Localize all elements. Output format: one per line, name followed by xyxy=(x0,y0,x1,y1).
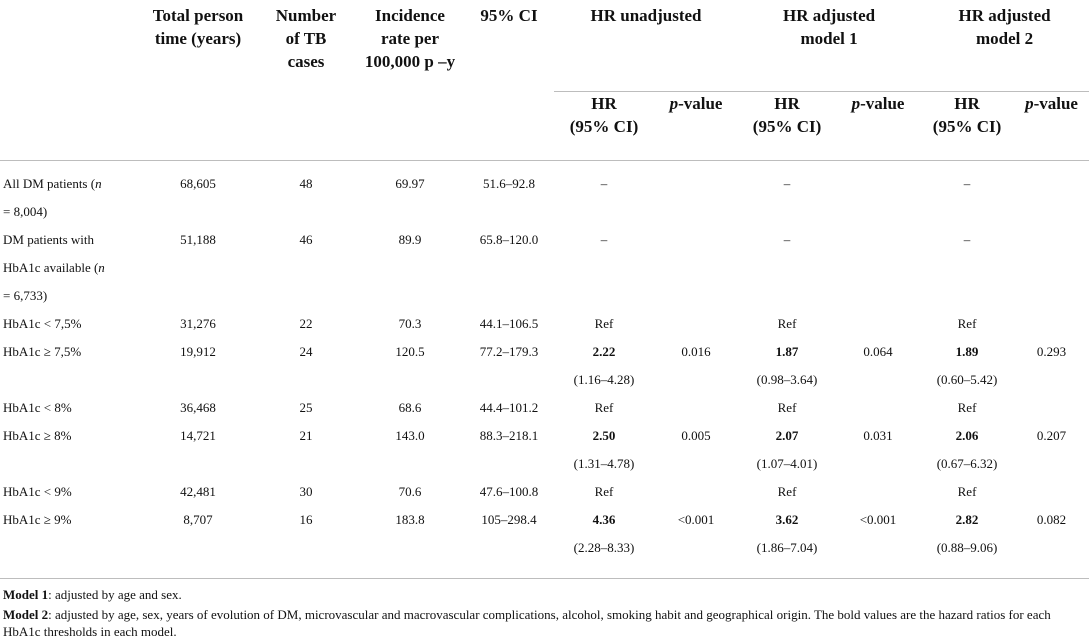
subheader-blank xyxy=(356,92,464,161)
cell-p-model2: 0.082 xyxy=(1036,512,1067,527)
table-row xyxy=(0,161,1089,227)
cell-ci: 44.1–106.5 xyxy=(479,316,539,331)
cell-hr-unadj: 2.22 (1.16–4.28) xyxy=(573,344,635,387)
cell-cases: 48 xyxy=(299,176,313,191)
subheader-p-model2: p-value xyxy=(1025,94,1078,113)
cell-incidence: 69.97 xyxy=(395,176,425,191)
cell-person-time: 14,721 xyxy=(180,428,216,443)
header-hr-adjusted-model1: HR adjusted model 1 xyxy=(738,0,920,92)
cell-hr-unadj: 2.50 (1.31–4.78) xyxy=(573,428,635,471)
cell-incidence: 183.8 xyxy=(395,512,425,527)
cell-person-time: 19,912 xyxy=(180,344,216,359)
cell-hr-model1: Ref xyxy=(777,316,797,331)
cell-incidence: 120.5 xyxy=(395,344,425,359)
cell-cases: 16 xyxy=(299,512,313,527)
cell-p-unadj: <0.001 xyxy=(677,512,715,527)
header-95ci: 95% CI xyxy=(480,6,538,25)
cell-p-model1 xyxy=(836,394,920,422)
cell-cases: 21 xyxy=(299,428,313,443)
cell-hr-model1: – xyxy=(783,232,791,247)
cell-person-time: 31,276 xyxy=(180,316,216,331)
cell-hr-unadj: – xyxy=(600,176,608,191)
table-row xyxy=(0,338,1089,394)
cell-hr-model1: 1.87 (0.98–3.64) xyxy=(756,344,818,387)
cell-p-model2 xyxy=(1014,226,1089,310)
table-row xyxy=(0,310,1089,338)
cell-hr-model2: 2.82 (0.88–9.06) xyxy=(936,512,998,555)
cell-p-model1: 0.031 xyxy=(863,428,893,443)
cell-hr-model1: 2.07 (1.07–4.01) xyxy=(756,428,818,471)
cell-ci: 88.3–218.1 xyxy=(479,428,539,443)
cell-p-model1 xyxy=(836,226,920,310)
cell-hr-model2: – xyxy=(963,176,971,191)
row-label: HbA1c ≥ 7,5% xyxy=(3,344,82,359)
row-label: HbA1c < 8% xyxy=(3,400,72,415)
cell-p-unadj xyxy=(654,394,738,422)
table-row xyxy=(0,394,1089,422)
cell-hr-unadj: Ref xyxy=(594,400,614,415)
cell-person-time: 8,707 xyxy=(183,512,213,527)
cell-p-unadj xyxy=(654,310,738,338)
footer-divider xyxy=(0,578,1089,579)
header-blank xyxy=(0,0,140,92)
cell-ci: 77.2–179.3 xyxy=(479,344,539,359)
cell-p-model1 xyxy=(836,161,920,227)
table-footnotes xyxy=(3,586,1083,643)
table-row xyxy=(0,422,1089,478)
cell-cases: 25 xyxy=(299,400,313,415)
subheader-blank xyxy=(140,92,256,161)
cell-hr-model2: 2.06 (0.67–6.32) xyxy=(936,428,998,471)
row-label: All DM patients (n = 8,004) xyxy=(3,176,102,219)
row-label: HbA1c < 7,5% xyxy=(3,316,82,331)
cell-hr-model2: – xyxy=(963,232,971,247)
cell-person-time: 36,468 xyxy=(180,400,216,415)
header-total-person-time: Total person time (years) xyxy=(152,6,244,48)
cell-hr-model1: 3.62 (1.86–7.04) xyxy=(756,512,818,555)
header-hr-adjusted-model2: HR adjusted model 2 xyxy=(920,0,1089,92)
cell-hr-model2: Ref xyxy=(957,316,977,331)
cell-hr-model1: – xyxy=(783,176,791,191)
cell-incidence: 70.6 xyxy=(398,484,422,499)
cell-cases: 46 xyxy=(299,232,313,247)
cell-p-model2 xyxy=(1014,394,1089,422)
cell-p-model1 xyxy=(836,478,920,506)
cell-hr-unadj: Ref xyxy=(594,316,614,331)
subheader-p-unadj: p-value xyxy=(669,94,723,113)
cell-p-unadj xyxy=(654,226,738,310)
cell-hr-model2: Ref xyxy=(957,400,977,415)
cell-hr-model2: Ref xyxy=(957,484,977,499)
cell-hr-model1: Ref xyxy=(777,400,797,415)
row-label: HbA1c ≥ 9% xyxy=(3,512,72,527)
cell-ci: 51.6–92.8 xyxy=(483,176,535,191)
cell-p-unadj: 0.005 xyxy=(681,428,711,443)
cell-ci: 47.6–100.8 xyxy=(479,484,539,499)
cell-cases: 22 xyxy=(299,316,313,331)
subheader-blank xyxy=(0,92,140,161)
table-row xyxy=(0,506,1089,566)
cell-hr-unadj: Ref xyxy=(594,484,614,499)
cell-p-model2 xyxy=(1014,478,1089,506)
row-label: DM patients with HbA1c available (n = 6,733) xyxy=(3,232,105,303)
subheader-blank xyxy=(464,92,554,161)
subheader-blank xyxy=(256,92,356,161)
cell-p-model2: 0.207 xyxy=(1036,428,1067,443)
table-row xyxy=(0,478,1089,506)
cell-incidence: 68.6 xyxy=(398,400,422,415)
cell-ci: 105–298.4 xyxy=(481,512,537,527)
table-row xyxy=(0,226,1089,310)
cell-p-unadj xyxy=(654,478,738,506)
row-label: HbA1c ≥ 8% xyxy=(3,428,72,443)
subheader-hr-model1: HR (95% CI) xyxy=(752,94,822,136)
cell-hr-unadj: – xyxy=(600,232,608,247)
cell-p-unadj xyxy=(654,161,738,227)
cell-person-time: 42,481 xyxy=(180,484,216,499)
header-incidence-rate: Incidence rate per 100,000 p –y xyxy=(364,6,456,71)
cell-incidence: 70.3 xyxy=(398,316,422,331)
cell-p-model1: 0.064 xyxy=(863,344,893,359)
cell-hr-model2: 1.89 (0.60–5.42) xyxy=(936,344,998,387)
cell-person-time: 68,605 xyxy=(180,176,216,191)
footnote-model1: Model 1: adjusted by age and sex. xyxy=(3,587,182,602)
subheader-hr-unadj: HR (95% CI) xyxy=(569,94,639,136)
cell-p-model2 xyxy=(1014,161,1089,227)
cell-person-time: 51,188 xyxy=(180,232,216,247)
cell-cases: 24 xyxy=(299,344,313,359)
cell-cases: 30 xyxy=(299,484,313,499)
subheader-p-model1: p-value xyxy=(851,94,905,113)
cell-hr-model1: Ref xyxy=(777,484,797,499)
cell-p-model1 xyxy=(836,310,920,338)
cell-ci: 44.4–101.2 xyxy=(479,400,539,415)
footnote-model2: Model 2: adjusted by age, sex, years of evolution of DM, microvascular and macrovascular complications, alcohol, smoking habit and geographical origin. The bold values are the hazard ratios for each HbA1c thresholds in each model. xyxy=(3,607,1051,639)
header-hr-unadjusted: HR unadjusted xyxy=(554,0,738,92)
cell-ci: 65.8–120.0 xyxy=(479,232,539,247)
cell-incidence: 89.9 xyxy=(398,232,422,247)
header-number-tb-cases: Number of TB cases xyxy=(275,6,337,71)
cell-incidence: 143.0 xyxy=(395,428,425,443)
cell-hr-unadj: 4.36 (2.28–8.33) xyxy=(573,512,635,555)
subheader-hr-model2: HR (95% CI) xyxy=(932,94,1002,136)
cell-p-unadj: 0.016 xyxy=(681,344,711,359)
row-label: HbA1c < 9% xyxy=(3,484,72,499)
cell-p-model1: <0.001 xyxy=(859,512,897,527)
cell-p-model2: 0.293 xyxy=(1036,344,1067,359)
cell-p-model2 xyxy=(1014,310,1089,338)
